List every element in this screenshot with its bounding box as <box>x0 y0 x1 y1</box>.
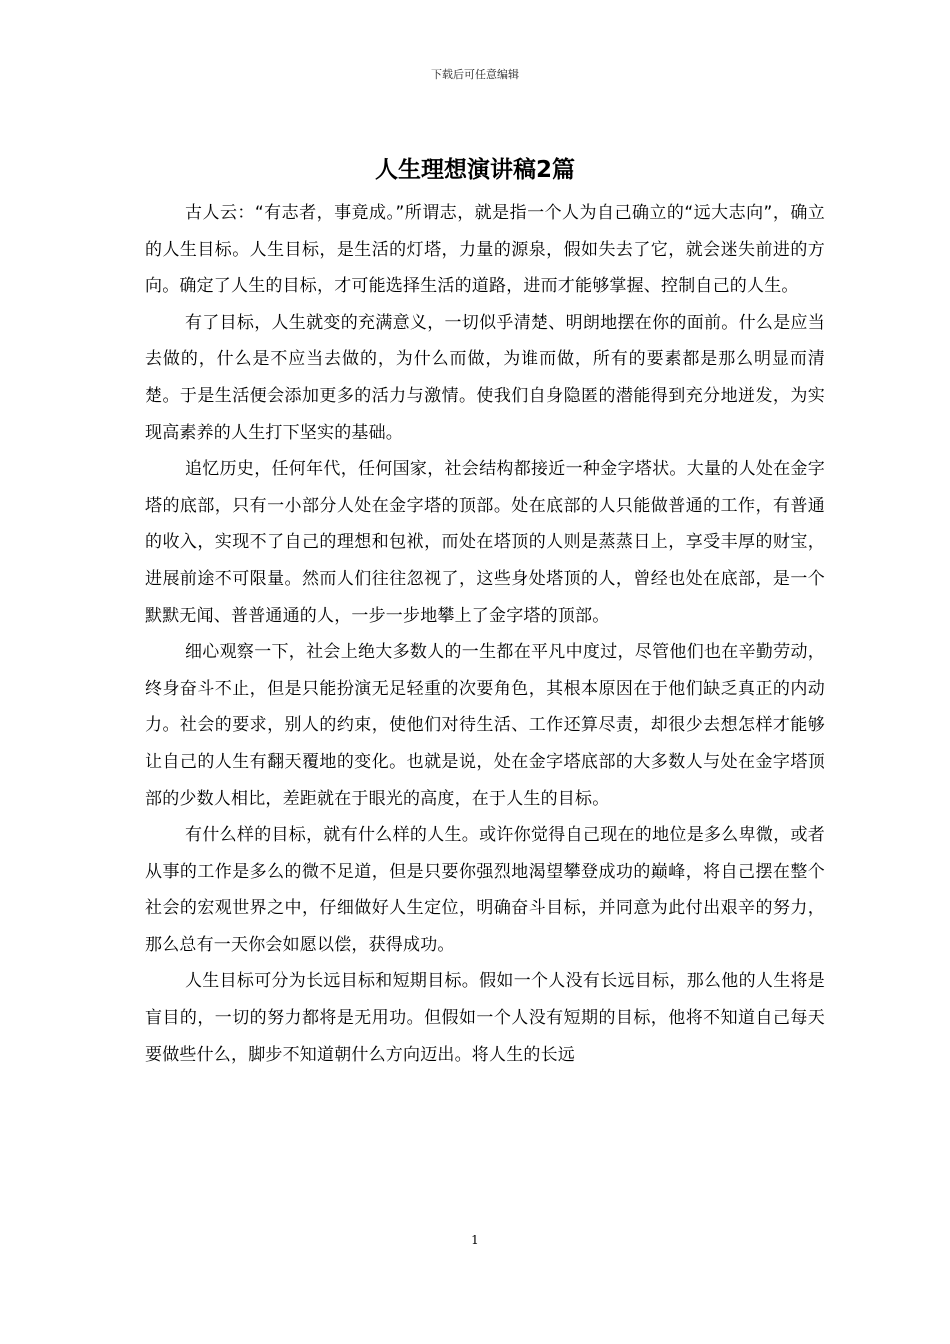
paragraph: 古人云：“有志者，事竟成。”所谓志，就是指一个人为自己确立的“远大志向”，确立的人生目标。人生目标，是生活的灯塔，力量的源泉，假如失去了它，就会迷失前进的方向。确定了人生的目标，才可能选择生活的道路，进而才能够掌握、控制自己的人生。 <box>145 203 825 297</box>
document-title: 人生理想演讲稿2篇 <box>374 157 575 183</box>
paragraph: 人生目标可分为长远目标和短期目标。假如一个人没有长远目标，那么他的人生将是盲目的，一切的努力都将是无用功。但假如一个人没有短期的目标，他将不知道自己每天要做些什么，脚步不知道朝什么方向迈出。将人生的长远 <box>145 971 825 1065</box>
paragraph: 细心观察一下，社会上绝大多数人的一生都在平凡中度过，尽管他们也在辛勤劳动，终身奋斗不止，但是只能扮演无足轻重的次要角色，其根本原因在于他们缺乏真正的内动力。社会的要求，别人的约束，使他们对待生活、工作还算尽责，却很少去想怎样才能够让自己的人生有翻天覆地的变化。也就是说，处在金字塔底部的大多数人与处在金字塔顶部的少数人相比，差距就在于眼光的高度，在于人生的目标。 <box>145 642 825 809</box>
document-body <box>145 195 825 1073</box>
paragraph: 有了目标，人生就变的充满意义，一切似乎清楚、明朗地摆在你的面前。什么是应当去做的，什么是不应当去做的，为什么而做，为谁而做，所有的要素都是那么明显而清楚。于是生活便会添加更多的活力与激情。使我们自身隐匿的潜能得到充分地迸发，为实现高素养的人生打下坚实的基础。 <box>145 312 825 443</box>
paragraph: 有什么样的目标，就有什么样的人生。或许你觉得自己现在的地位是多么卑微，或者从事的工作是多么的微不足道，但是只要你强烈地渴望攀登成功的巅峰，将自己摆在整个社会的宏观世界之中，仔细做好人生定位，明确奋斗目标，并同意为此付出艰辛的努力，那么总有一天你会如愿以偿，获得成功。 <box>145 825 825 955</box>
page-number: 1 <box>471 1233 479 1247</box>
page-header-note: 下载后可任意编辑 <box>431 68 519 81</box>
paragraph: 追忆历史，任何年代，任何国家，社会结构都接近一种金字塔状。大量的人处在金字塔的底部，只有一小部分人处在金字塔的顶部。处在底部的人只能做普通的工作，有普通的收入，实现不了自己的理想和包袱，而处在塔顶的人则是蒸蒸日上，享受丰厚的财宝，进展前途不可限量。然而人们往往忽视了，这些身处塔顶的人，曾经也处在底部，是一个默默无闻、普普通通的人，一步一步地攀上了金字塔的顶部。 <box>145 459 825 626</box>
